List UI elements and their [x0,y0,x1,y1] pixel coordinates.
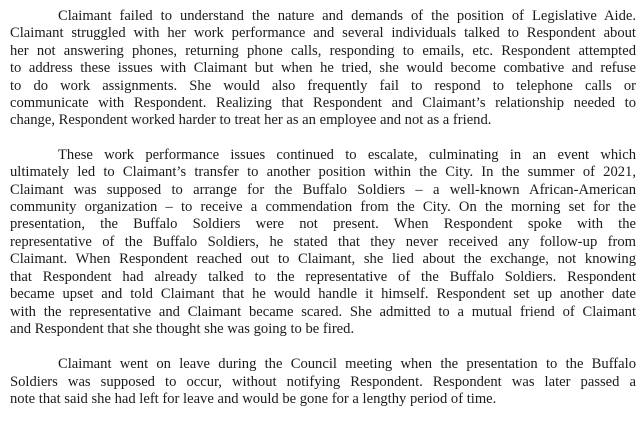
paragraph-line: with the representative and Claimant became scared. She admitted to a mutual friend of Claimant [10,303,636,320]
paragraph-line: Claimant was supposed to arrange for the Buffalo Soldiers – a well-known African-American [10,181,636,198]
paragraph-1 [10,8,636,130]
paragraph-line: that Respondent had already talked to the representative of the Buffalo Soldiers. Respondent [10,268,636,285]
paragraph-line: presentation, the Buffalo Soldiers were not present. When Respondent spoke with the [10,216,636,233]
paragraph-line: became upset and told Claimant that he would handle it himself. Respondent set up another date [10,286,636,303]
paragraph-line: community organization – to receive a commendation from the City. On the morning set for the [10,199,636,216]
paragraph-line: ultimately led to Claimant’s transfer to another position within the City. In the summer of 2021, [10,164,636,181]
paragraph-line: to do work assignments. She would also frequently fail to respond to telephone calls or [10,77,636,94]
paragraph-line: communicate with Respondent. Realizing that Respondent and Claimant’s relationship needed to [10,95,636,112]
paragraph-line: note that said she had left for leave and would be gone for a lengthy period of time. [10,391,497,408]
document-page [10,8,636,409]
paragraph-line: her not answering phones, returning phone calls, responding to emails, etc. Respondent attempted [10,42,636,59]
paragraph-line: and Respondent that she thought she was going to be fired. [10,320,355,337]
paragraph-line: Soldiers was supposed to occur, without notifying Respondent. Respondent was later passed a [10,373,636,390]
paragraph-line: to address these issues with Claimant but when he tried, she would become combative and refuse [10,60,636,77]
paragraph-line: Claimant failed to understand the nature and demands of the position of Legislative Aide. [58,8,636,24]
paragraph-line: These work performance issues continued to escalate, culminating in an event which [58,146,636,163]
paragraph-2 [10,147,636,338]
paragraph-line: Claimant went on leave during the Council meeting when the presentation to the Buffalo [58,356,636,373]
paragraph-line: Claimant. When Respondent reached out to Claimant, she lied about the exchange, not knowing [10,251,636,268]
paragraph-line: change, Respondent worked harder to treat her as an employee and not as a friend. [10,112,492,129]
paragraph-line: Claimant struggled with her work performance and several individuals talked to Respondent about [10,25,636,42]
paragraph-3 [10,356,636,408]
paragraph-line: representative of the Buffalo Soldiers, he stated that they never received any follow-up from [10,233,636,250]
